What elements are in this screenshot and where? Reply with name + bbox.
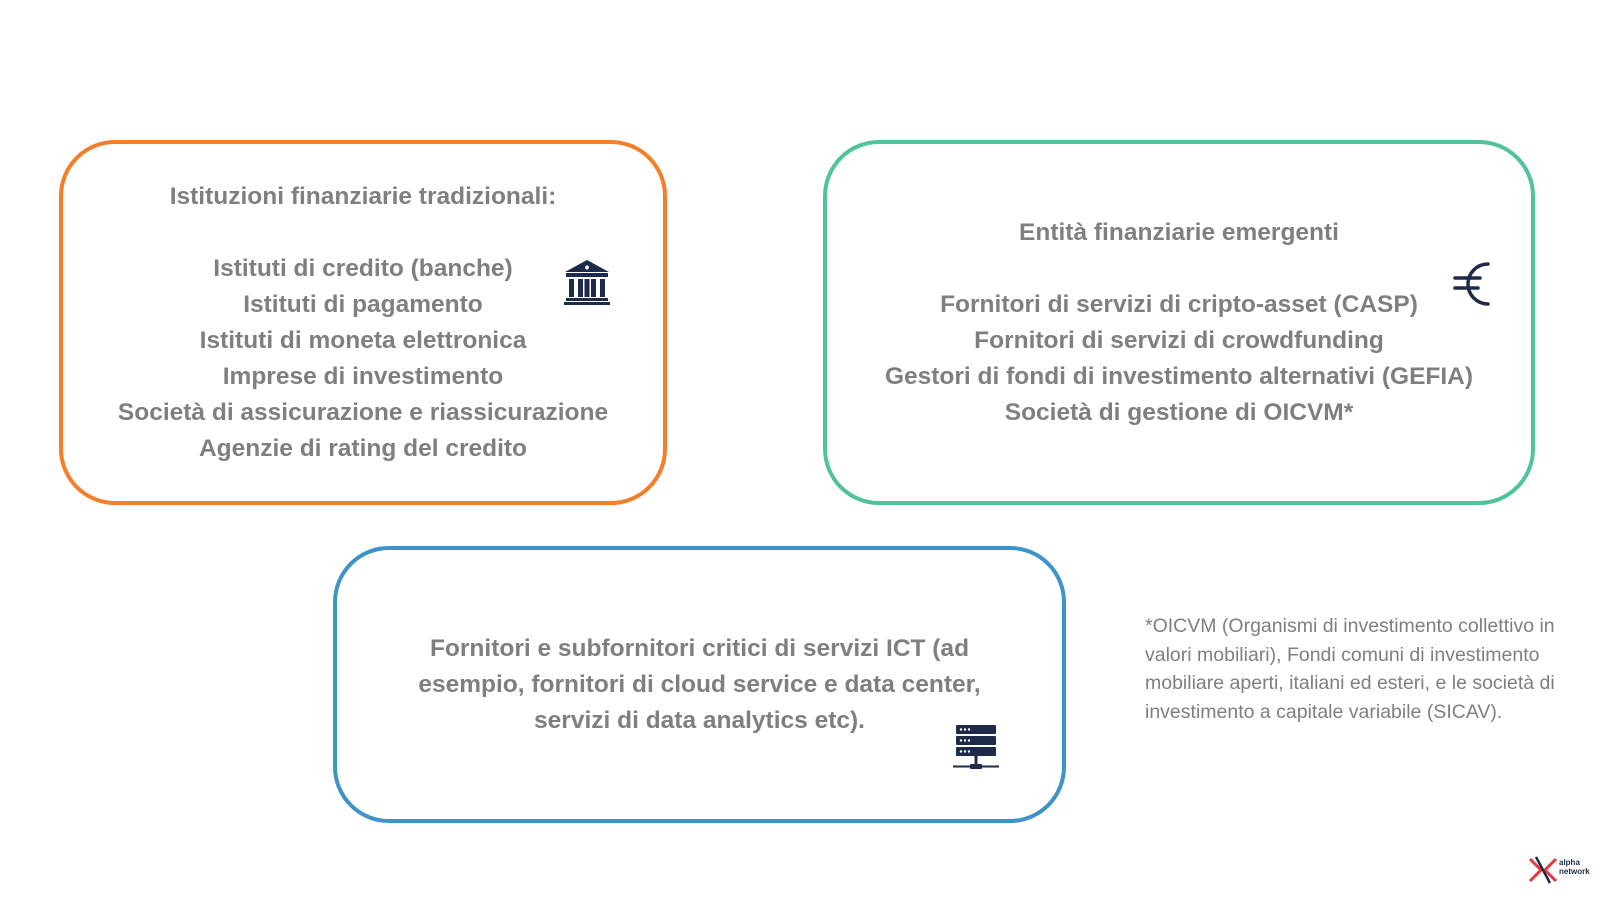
emerging-item: Gestori di fondi di investimento alternativi (GEFIA) (884, 362, 1474, 390)
emerging-item: Fornitori di servizi di crowdfunding (974, 326, 1384, 354)
traditional-title: Istituzioni finanziarie tradizionali: (169, 182, 557, 210)
emerging-title: Entità finanziarie emergenti (1019, 218, 1339, 246)
alpha-network-logo-icon (1528, 855, 1558, 885)
euro-icon (1452, 254, 1496, 314)
bank-icon (563, 258, 611, 306)
emerging-entities-box (823, 140, 1535, 505)
alpha-network-logo (1528, 855, 1596, 885)
emerging-item: Società di gestione di OICVM* (1004, 398, 1354, 426)
traditional-item: Istituti di moneta elettronica (199, 326, 527, 354)
traditional-item: Istituti di credito (banche) (213, 254, 513, 282)
traditional-item: Istituti di pagamento (243, 290, 483, 318)
traditional-institutions-box (59, 140, 667, 505)
emerging-item: Fornitori di servizi di cripto-asset (CASP) (940, 290, 1418, 318)
traditional-item: Imprese di investimento (222, 362, 504, 390)
server-icon (953, 724, 999, 774)
footnote-text: *OICVM (Organismi di investimento collettivo in valori mobiliari), Fondi comuni di investimento mobiliare aperti, italiani ed esteri, e le società di investimento a capitale variabile (SICAV). (1145, 615, 1555, 723)
traditional-item: Agenzie di rating del credito (198, 434, 528, 462)
ict-description: Fornitori e subfornitori critici di servizi ICT (ad esempio, fornitori di cloud service e data center, servizi di data analytics etc). (418, 634, 981, 734)
traditional-item: Società di assicurazione e riassicurazione (117, 398, 609, 426)
ict-providers-box (333, 546, 1066, 823)
logo-line-2: network (1559, 867, 1590, 876)
logo-line-1: alpha (1559, 858, 1580, 867)
